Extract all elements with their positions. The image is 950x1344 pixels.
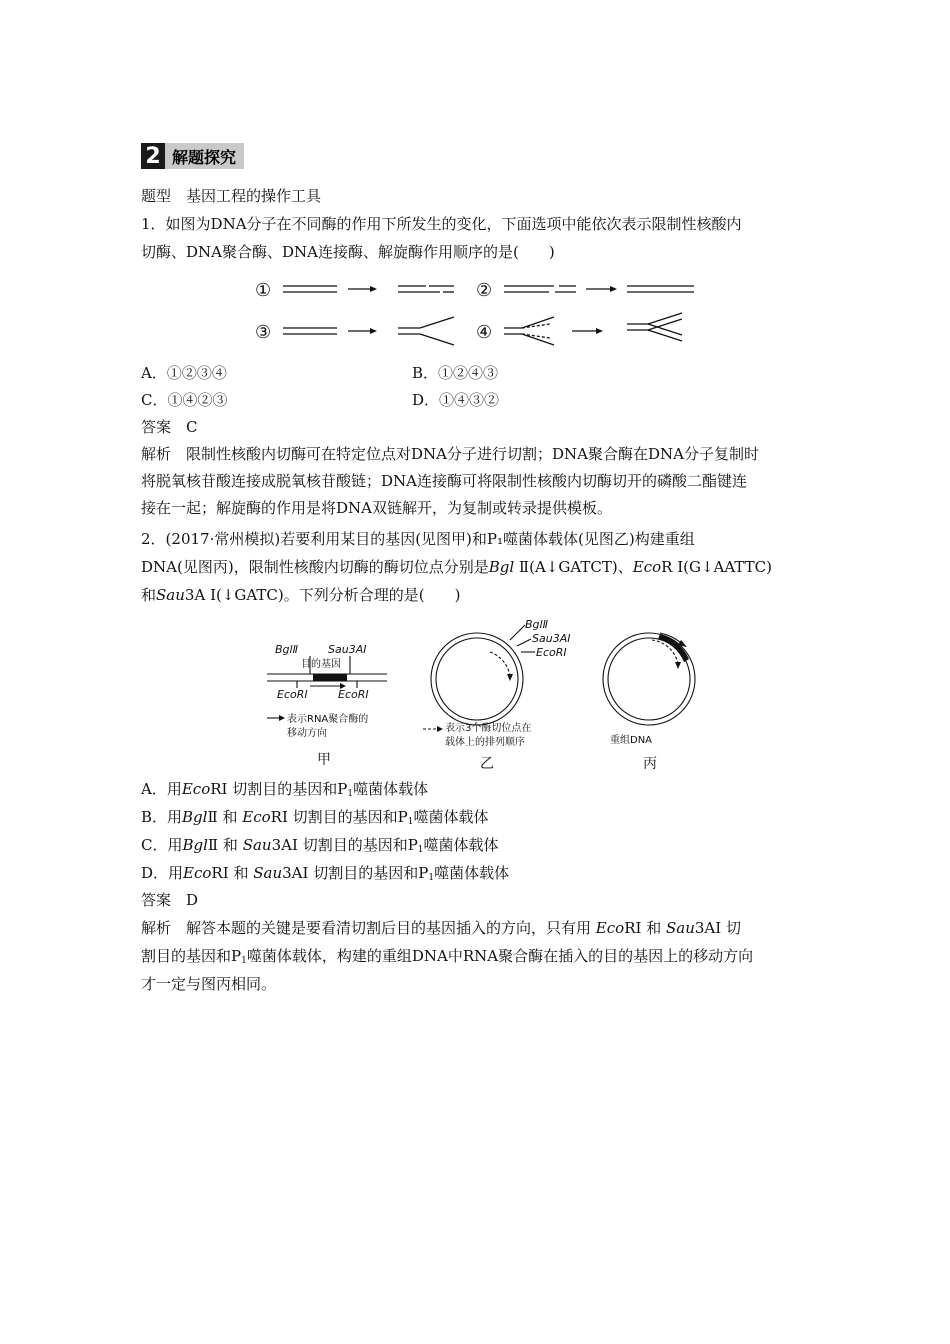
q2-option-b: B．用BglⅡ 和 EcoRⅠ 切割目的基因和$P_1$噬菌体载体 [141, 808, 489, 827]
q2-option-a: A．用EcoRⅠ 切割目的基因和$P_1$噬菌体载体 [141, 780, 429, 799]
q2-option-d: D．用EcoRⅠ 和 Sau3AⅠ 切割目的基因和$P_1$噬菌体载体 [141, 864, 510, 883]
yi-caption: 乙 [480, 756, 494, 772]
q2-analysis-line1: 解析 解答本题的关键是要看清切割后目的基因插入的方向，只有用 EcoRⅠ 和 Sau3AⅠ 切 [141, 919, 742, 937]
yi-legend-line2: 载体上的排列顺序 [445, 737, 525, 748]
q1-answer: 答案 C [141, 418, 198, 436]
jia-eco2-label: EcoRⅠ [338, 688, 369, 701]
section-title: 解题探究 [165, 143, 244, 169]
arrow-icon [437, 726, 443, 732]
jia-legend-line2: 移动方向 [287, 728, 327, 739]
section-number: 2 [141, 143, 165, 169]
yi-legend-line1: 表示3个酶切位点在 [445, 723, 532, 734]
arrow-icon [596, 328, 603, 334]
q1-option-c: C．①④②③ [141, 391, 228, 409]
q2-stem-line3: 和Sau3A Ⅰ(↓GATC)。下列分析合理的是( ) [141, 586, 461, 604]
section-header [141, 143, 244, 169]
yi-sau-label: Sau3AⅠ [532, 632, 571, 645]
q2-analysis-line3: 才一定与图丙相同。 [141, 975, 277, 993]
q1-analysis-line3: 接在一起；解旋酶的作用是将DNA双链解开，为复制或转录提供模板。 [141, 499, 612, 517]
q1-stem-line2: 切酶、DNA聚合酶、DNA连接酶、解旋酶作用顺序的是( ) [141, 243, 555, 261]
fig1-label-3: ③ [255, 322, 272, 343]
arrow-icon [507, 674, 513, 681]
q1-option-d: D．①④③② [412, 391, 500, 409]
q2-stem-line1: 2．(2017·常州模拟)若要利用某目的基因(见图甲)和P₁噬菌体载体(见图乙)构建重组 [141, 530, 695, 548]
arrow-icon [675, 662, 681, 669]
jia-bgl-label: BglⅡ [275, 643, 298, 656]
q1-stem-line1: 1．如图为DNA分子在不同酶的作用下所发生的变化，下面选项中能依次表示限制性核酸内 [141, 215, 742, 233]
q2-option-c: C．用BglⅡ 和 Sau3AⅠ 切割目的基因和$P_1$噬菌体载体 [141, 836, 499, 855]
fig1-label-1: ① [255, 280, 272, 301]
q1-analysis-line1: 解析 限制性核酸内切酶可在特定位点对DNA分子进行切割；DNA聚合酶在DNA分子复制时 [141, 445, 759, 463]
yi-bgl-label: BglⅡ [525, 618, 548, 631]
arrow-icon [610, 286, 617, 292]
bing-label: 重组DNA [610, 735, 653, 746]
q1-option-a: A．①②③④ [141, 364, 227, 382]
q2-figure [255, 612, 705, 777]
fig1-label-4: ④ [476, 322, 493, 343]
arrow-icon [370, 328, 377, 334]
jia-caption: 甲 [317, 752, 331, 768]
bing-caption: 丙 [643, 756, 657, 772]
target-gene-block [313, 674, 347, 681]
q2-stem-line2: DNA(见图丙)，限制性核酸内切酶的酶切位点分别是Bgl Ⅱ(A↓GATCT)、EcoR Ⅰ(G↓AATTC) [141, 558, 772, 576]
arrow-icon [279, 715, 285, 721]
q1-analysis-line2: 将脱氧核苷酸连接成脱氧核苷酸链；DNA连接酶可将限制性核酸内切酶切开的磷酸二酯键连 [141, 472, 747, 490]
q2-analysis-line2: 割目的基因和$P_1$噬菌体载体，构建的重组DNA中RNA聚合酶在插入的目的基因上的移动方向 [141, 947, 754, 966]
q1-figure [250, 272, 710, 352]
topic-heading: 题型 基因工程的操作工具 [141, 187, 322, 205]
q2-answer: 答案 D [141, 891, 199, 909]
jia-legend-line1: 表示RNA聚合酶的 [287, 714, 369, 725]
q1-option-b: B．①②④③ [412, 364, 499, 382]
jia-eco1-label: EcoRⅠ [277, 688, 308, 701]
arrow-icon [370, 286, 377, 292]
jia-gene-label: 目的基因 [301, 659, 341, 670]
jia-sau-label: Sau3AⅠ [328, 643, 367, 656]
fig1-label-2: ② [476, 280, 493, 301]
yi-eco-label: EcoRⅠ [536, 646, 567, 659]
